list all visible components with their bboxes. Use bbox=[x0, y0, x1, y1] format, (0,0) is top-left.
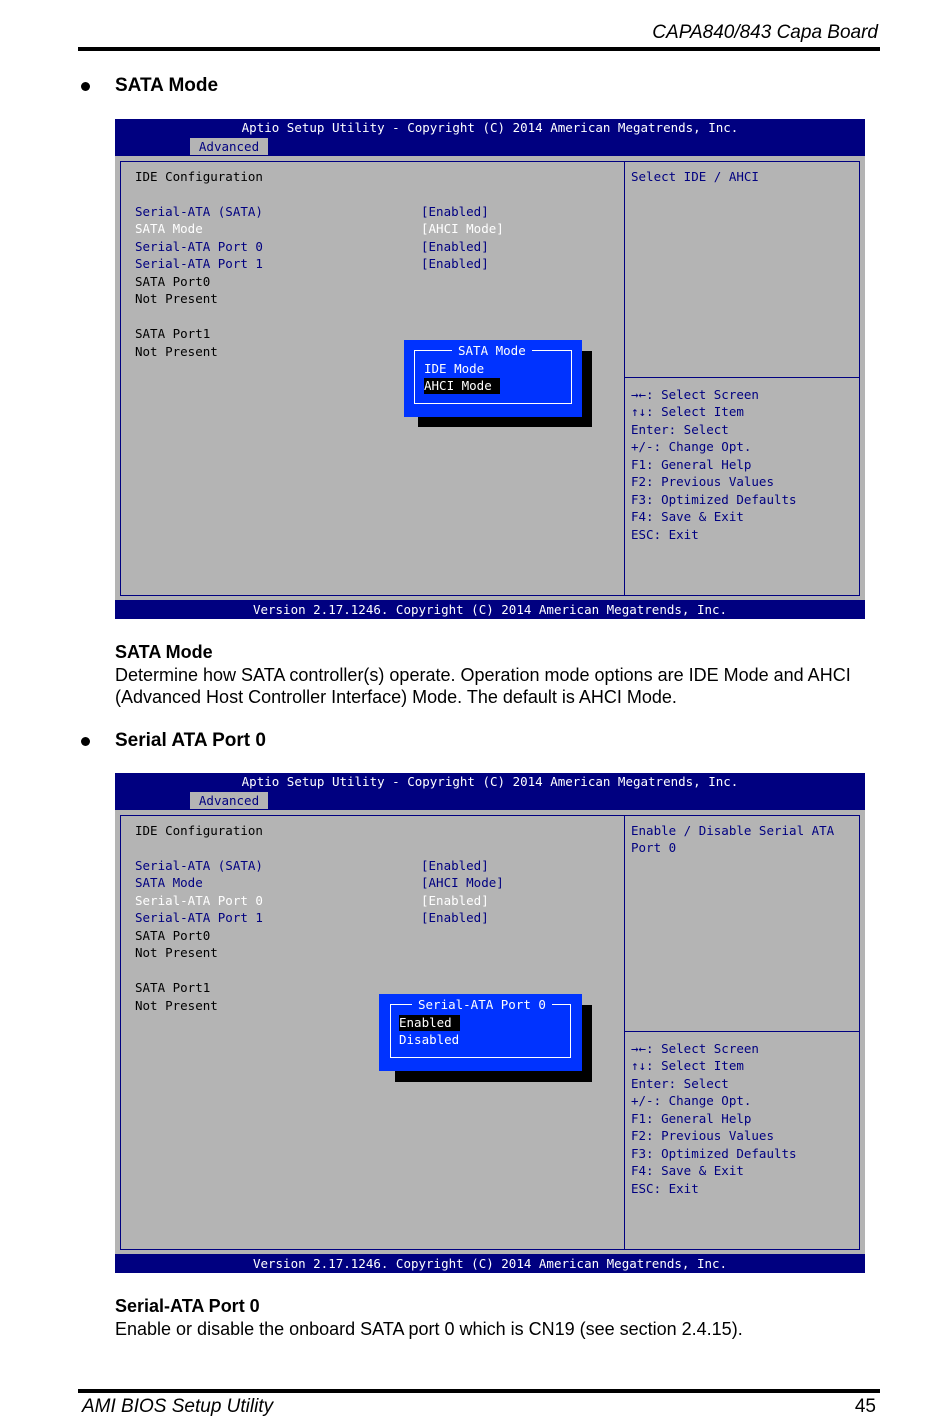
key-f1: F1: General Help bbox=[631, 457, 752, 472]
info-port1-status: Not Present bbox=[135, 998, 218, 1013]
key-select-item: ↑↓: Select Item bbox=[631, 1058, 744, 1073]
key-f2: F2: Previous Values bbox=[631, 474, 774, 489]
bios-screenshot-sata-mode bbox=[115, 119, 865, 619]
desc-text-port0: Enable or disable the onboard SATA port 0 which is CN19 (see section 2.4.15). bbox=[115, 1319, 743, 1339]
setting-sata-mode-label[interactable]: SATA Mode bbox=[135, 221, 203, 236]
info-sata-port1: SATA Port1 bbox=[135, 326, 211, 341]
bios-divider bbox=[624, 161, 625, 595]
key-f4: F4: Save & Exit bbox=[631, 1163, 744, 1178]
popup-option-enabled[interactable]: Enabled bbox=[399, 1015, 460, 1031]
popup-option-ahci-mode[interactable]: AHCI Mode bbox=[424, 378, 500, 394]
bullet-icon bbox=[81, 737, 90, 746]
help-text-line2: Port 0 bbox=[631, 840, 677, 855]
key-change-opt: +/-: Change Opt. bbox=[631, 439, 752, 454]
key-f4: F4: Save & Exit bbox=[631, 509, 744, 524]
bios-help-divider bbox=[625, 1031, 859, 1032]
key-f2: F2: Previous Values bbox=[631, 1128, 774, 1143]
desc-title-port0: Serial-ATA Port 0 bbox=[115, 1296, 260, 1316]
bios-help-divider bbox=[625, 377, 859, 378]
key-f1: F1: General Help bbox=[631, 1111, 752, 1126]
info-port1-status: Not Present bbox=[135, 344, 218, 359]
desc-text-sata-mode: Determine how SATA controller(s) operate. Operation mode options are IDE Mode and AHCI (Advanced Host Controller Interface) Mode. The default is AHCI Mode. bbox=[115, 665, 851, 707]
key-select-screen: →←: Select Screen bbox=[631, 1041, 759, 1056]
bios-version-bar: Version 2.17.1246. Copyright (C) 2014 American Megatrends, Inc. bbox=[115, 600, 865, 619]
popup-option-disabled[interactable]: Disabled bbox=[399, 1032, 460, 1047]
info-sata-port0: SATA Port0 bbox=[135, 274, 211, 289]
setting-port1-value[interactable]: [Enabled] bbox=[421, 256, 489, 271]
footer-title: AMI BIOS Setup Utility bbox=[82, 1396, 274, 1417]
setting-port1-label[interactable]: Serial-ATA Port 1 bbox=[135, 256, 263, 271]
bios-title-bar bbox=[115, 773, 865, 810]
popup-option-ide-mode[interactable]: IDE Mode bbox=[424, 361, 485, 376]
setting-sata-mode-value[interactable]: [AHCI Mode] bbox=[421, 221, 504, 236]
popup-title: SATA Mode bbox=[452, 342, 532, 359]
key-select-screen: →←: Select Screen bbox=[631, 387, 759, 402]
bios-title: Aptio Setup Utility - Copyright (C) 2014 American Megatrends, Inc. bbox=[241, 120, 739, 135]
setting-port0-label[interactable]: Serial-ATA Port 0 bbox=[135, 239, 263, 254]
tab-advanced[interactable]: Advanced bbox=[190, 792, 268, 809]
bios-version-bar: Version 2.17.1246. Copyright (C) 2014 American Megatrends, Inc. bbox=[115, 1254, 865, 1273]
key-change-opt: +/-: Change Opt. bbox=[631, 1093, 752, 1108]
info-sata-port0: SATA Port0 bbox=[135, 928, 211, 943]
setting-serial-ata-value[interactable]: [Enabled] bbox=[421, 858, 489, 873]
setting-serial-ata-label[interactable]: Serial-ATA (SATA) bbox=[135, 204, 263, 219]
section-title-serial-ata-port0: Serial ATA Port 0 bbox=[115, 730, 266, 751]
page-header-title: CAPA840/843 Capa Board bbox=[652, 22, 878, 43]
key-select-item: ↑↓: Select Item bbox=[631, 404, 744, 419]
bios-heading: IDE Configuration bbox=[135, 169, 263, 184]
key-f3: F3: Optimized Defaults bbox=[631, 1146, 797, 1161]
page-number: 45 bbox=[854, 1396, 876, 1417]
popup-sata-mode bbox=[404, 340, 582, 417]
header-rule bbox=[78, 47, 880, 51]
bios-screenshot-port0 bbox=[115, 773, 865, 1273]
info-sata-port1: SATA Port1 bbox=[135, 980, 211, 995]
setting-serial-ata-label[interactable]: Serial-ATA (SATA) bbox=[135, 858, 263, 873]
bios-heading: IDE Configuration bbox=[135, 823, 263, 838]
bios-title: Aptio Setup Utility - Copyright (C) 2014 American Megatrends, Inc. bbox=[241, 774, 739, 789]
key-f3: F3: Optimized Defaults bbox=[631, 492, 797, 507]
section-title-sata-mode: SATA Mode bbox=[115, 75, 219, 96]
setting-port1-value[interactable]: [Enabled] bbox=[421, 910, 489, 925]
setting-port0-label[interactable]: Serial-ATA Port 0 bbox=[135, 893, 263, 908]
info-port0-status: Not Present bbox=[135, 945, 218, 960]
key-esc: ESC: Exit bbox=[631, 1181, 699, 1196]
tab-advanced[interactable]: Advanced bbox=[190, 138, 268, 155]
setting-serial-ata-value[interactable]: [Enabled] bbox=[421, 204, 489, 219]
key-esc: ESC: Exit bbox=[631, 527, 699, 542]
bios-divider bbox=[624, 815, 625, 1249]
help-text: Select IDE / AHCI bbox=[631, 169, 759, 184]
popup-serial-ata-port0 bbox=[379, 994, 582, 1071]
help-text-line1: Enable / Disable Serial ATA bbox=[631, 823, 835, 838]
info-port0-status: Not Present bbox=[135, 291, 218, 306]
setting-sata-mode-value[interactable]: [AHCI Mode] bbox=[421, 875, 504, 890]
setting-sata-mode-label[interactable]: SATA Mode bbox=[135, 875, 203, 890]
footer-rule bbox=[78, 1389, 880, 1393]
bullet-icon bbox=[81, 82, 90, 91]
desc-title-sata-mode: SATA Mode bbox=[115, 642, 213, 662]
setting-port0-value[interactable]: [Enabled] bbox=[421, 893, 489, 908]
key-enter: Enter: Select bbox=[631, 422, 729, 437]
setting-port1-label[interactable]: Serial-ATA Port 1 bbox=[135, 910, 263, 925]
popup-title: Serial-ATA Port 0 bbox=[412, 996, 552, 1013]
key-enter: Enter: Select bbox=[631, 1076, 729, 1091]
setting-port0-value[interactable]: [Enabled] bbox=[421, 239, 489, 254]
bios-title-bar bbox=[115, 119, 865, 156]
